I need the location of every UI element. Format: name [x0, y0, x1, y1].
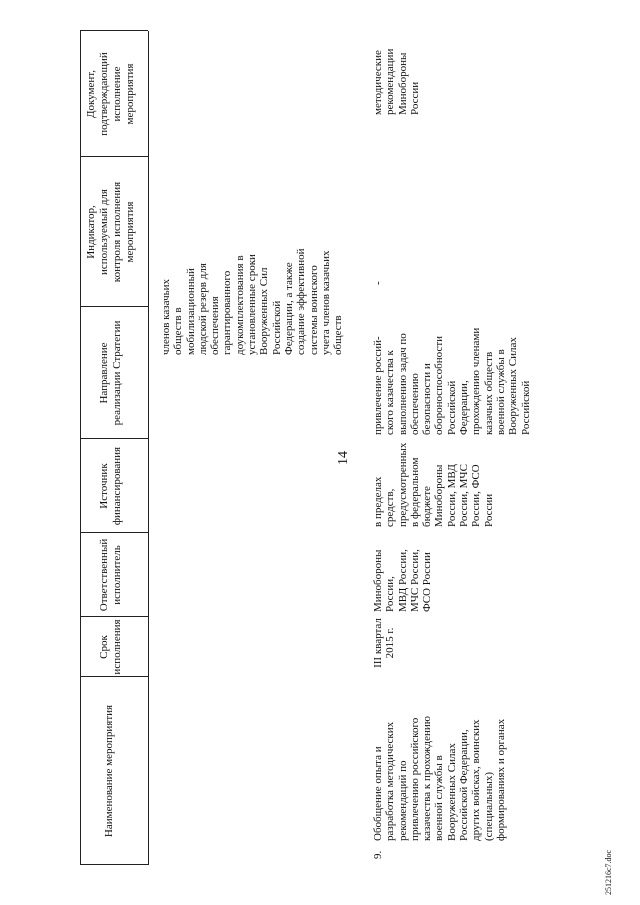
header-indicator: Индикатор, используемый для контроля исполнения мероприятия [85, 181, 136, 283]
row-indicator: - [372, 281, 384, 285]
row-responsible: Минобороны России, МВД России, МЧС России, ФСО России [372, 549, 434, 612]
row-direction: привлечение россий- ского казачества к выполнению задач по обеспечению безопасности и обороноспособности Российской Федерации, прохождению членами казачьих обществ военной службы в Вооруженных Силах Российской [372, 327, 532, 435]
header-responsible: Ответственный исполнитель [98, 538, 123, 612]
row-name: Обобщение опыта и разработка методических рекомендаций по привлечению российского казачества к прохождению военной службы в Вооруженных Силах Российской Федерации, других войсках, воинских (специальных) формированиях и органах [372, 716, 507, 841]
row-term: III квартал 2015 г. [372, 618, 397, 668]
row-number: 9. [372, 850, 384, 859]
header-document: Документ, подтверждающий исполнение мероприятия [85, 52, 136, 136]
header-name: Наименование мероприятия [103, 704, 115, 838]
row-document: методические рекомендации Минобороны России [372, 48, 421, 115]
header-source: Источник финансирования [98, 446, 123, 526]
header-separator [148, 31, 149, 865]
continuation-direction-text: членов казачьих обществ в мобилизационный людской резерв для обеспечения гарантированного доукомплектования в установленные сроки Вооруженных Сил Российской Федерации, а также создание эффективной системы воинского учета членов казачьих обществ [160, 248, 345, 355]
header-direction: Направление реализации Стратегии [98, 320, 123, 426]
document-code: 251216c7.doc [604, 849, 613, 895]
page-number: 14 [336, 451, 351, 465]
header-term: Срок исполнения [98, 619, 123, 675]
row-source: в пределах средств, предусмотренных в федеральном бюджете Минобороны России, МВД России, МЧС России, ФСО России [372, 442, 495, 527]
